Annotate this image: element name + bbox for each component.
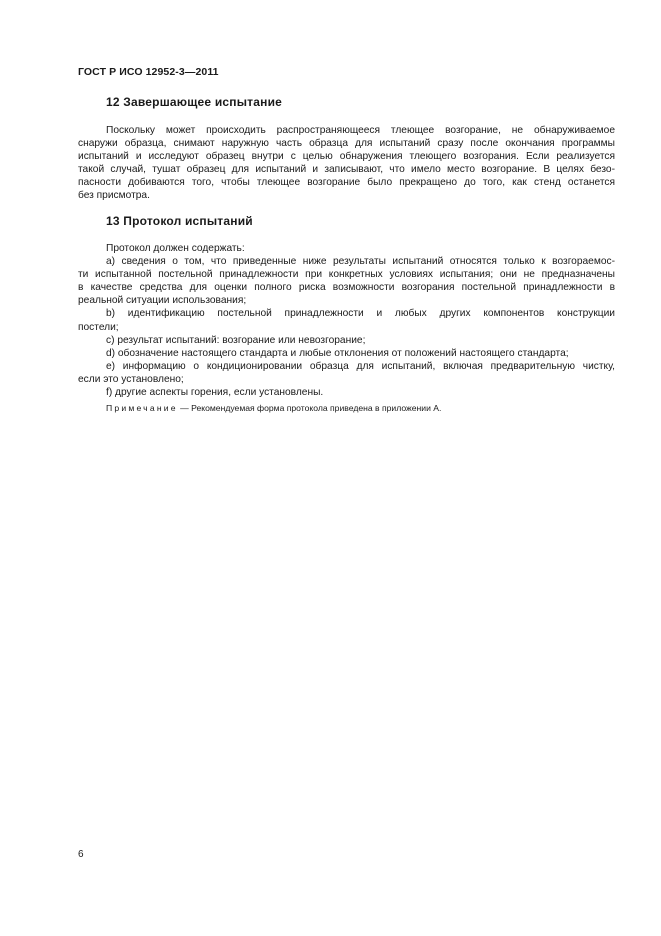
section-12-paragraph [78,124,615,203]
list-item-b-cont: постели; [78,321,119,333]
note-label: Примечание [106,403,178,413]
list-item-a-cont: реальной ситуации использования; [78,295,247,307]
section-13-list [78,242,615,399]
paragraph-line: Поскольку может происходить распространяющееся тлеющее возгорание, не обнаруживаемое [106,125,615,136]
list-item-a: а) сведения о том, что приведенные ниже результаты испытаний относятся только к возгораемос- [106,256,615,268]
section-12-title: 12 Завершающее испытание [106,95,283,109]
list-item-e-cont: если это установлено; [78,373,184,385]
section-13-title: 13 Протокол испытаний [106,214,253,228]
list-item-e: е) информацию о кондиционировании образца для испытаний, включая предварительную чистку, [106,360,615,372]
list-item-d: d) обозначение настоящего стандарта и любые отклонения от положений настоящего стандарта; [106,347,569,359]
list-item-a-cont: ти испытанной постельной принадлежности при конкретных условиях испытания; они не предназначены [78,269,615,281]
list-item-f: f) другие аспекты горения, если установлены. [106,387,324,399]
paragraph-line: снаружи образца, снимают наружную часть образца для испытаний сразу после окончания программы [78,138,615,150]
paragraph-line: испытаний и исследуют образец внутри с целью обнаружения тлеющего возгорания. Если реализуется [78,151,615,163]
list-intro: Протокол должен содержать: [106,243,245,254]
note-text: — Рекомендуемая форма протокола приведена в приложении А. [177,403,442,413]
paragraph-line: такой случай, тушат образец для испытаний и записывают, что имело место возгорание. В целях безо- [78,164,615,176]
page-number: 6 [78,849,84,860]
paragraph-line: пасности добиваются того, чтобы тлеющее возгорание было прекращено до того, как стенд останется [78,177,615,189]
document-header: ГОСТ Р ИСО 12952-3—2011 [78,66,219,78]
note [106,403,441,413]
paragraph-line: без присмотра. [78,190,150,202]
list-item-a-cont: в качестве средства для оценки полного риска возможности возгорания постельной принадлежности в [78,282,615,294]
list-item-c: c) результат испытаний: возгорание или невозгорание; [106,334,366,346]
list-item-b: b) идентификацию постельной принадлежности и любых других компонентов конструкции [106,308,615,320]
